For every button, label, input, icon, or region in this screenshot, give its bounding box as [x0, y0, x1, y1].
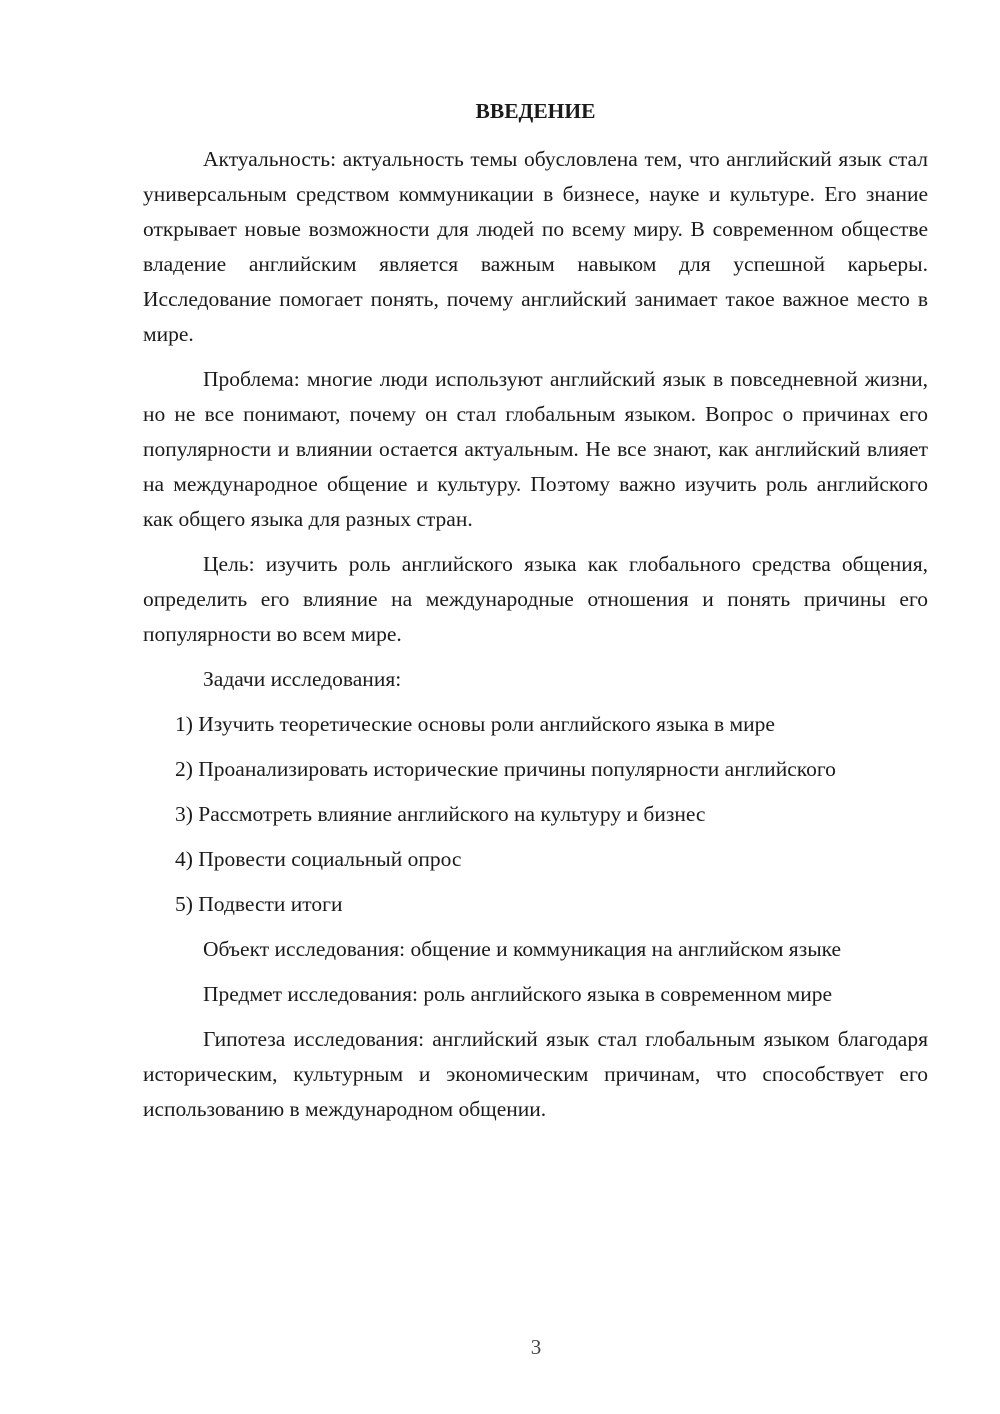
research-subject-paragraph: Предмет исследования: роль английского языка в современном мире [203, 982, 833, 1006]
task-item-4: 4) Провести социальный опрос [175, 847, 462, 871]
page-number: 3 [530, 1335, 542, 1359]
tasks-heading: Задачи исследования: [203, 667, 402, 691]
hypothesis-paragraph: Гипотеза исследования: английский язык стал глобальным языком благодаря историческим, культурным и экономическим причинам, что способствует его использованию в международном общении. [143, 1027, 928, 1121]
problem-paragraph: Проблема: многие люди используют английский язык в повседневной жизни, но не все понимают, почему он стал глобальным языком. Вопрос о причинах его популярности и влиянии остается актуальным. Не все знают, как английский влияет на международное общение и культуру. Поэтому важно изучить роль английского как общего языка для разных стран. [143, 367, 928, 531]
task-item-3: 3) Рассмотреть влияние английского на культуру и бизнес [175, 802, 706, 826]
research-object-paragraph: Объект исследования: общение и коммуникация на английском языке [203, 937, 842, 961]
page-title: ВВЕДЕНИЕ [475, 99, 596, 123]
task-item-5: 5) Подвести итоги [175, 892, 343, 916]
goal-paragraph: Цель: изучить роль английского языка как глобального средства общения, определить его влияние на международные отношения и понять причины его популярности во всем мире. [143, 552, 928, 646]
task-item-2: 2) Проанализировать исторические причины популярности английского [175, 757, 836, 781]
document-body [143, 96, 928, 1137]
task-item-1: 1) Изучить теоретические основы роли английского языка в мире [175, 712, 775, 736]
relevance-paragraph: Актуальность: актуальность темы обусловлена тем, что английский язык стал универсальным средством коммуникации в бизнесе, науке и культуре. Его знание открывает новые возможности для людей по всему миру. В современном обществе владение английским является важным навыком для успешной карьеры. Исследование помогает понять, почему английский занимает такое важное место в мире. [143, 147, 928, 346]
